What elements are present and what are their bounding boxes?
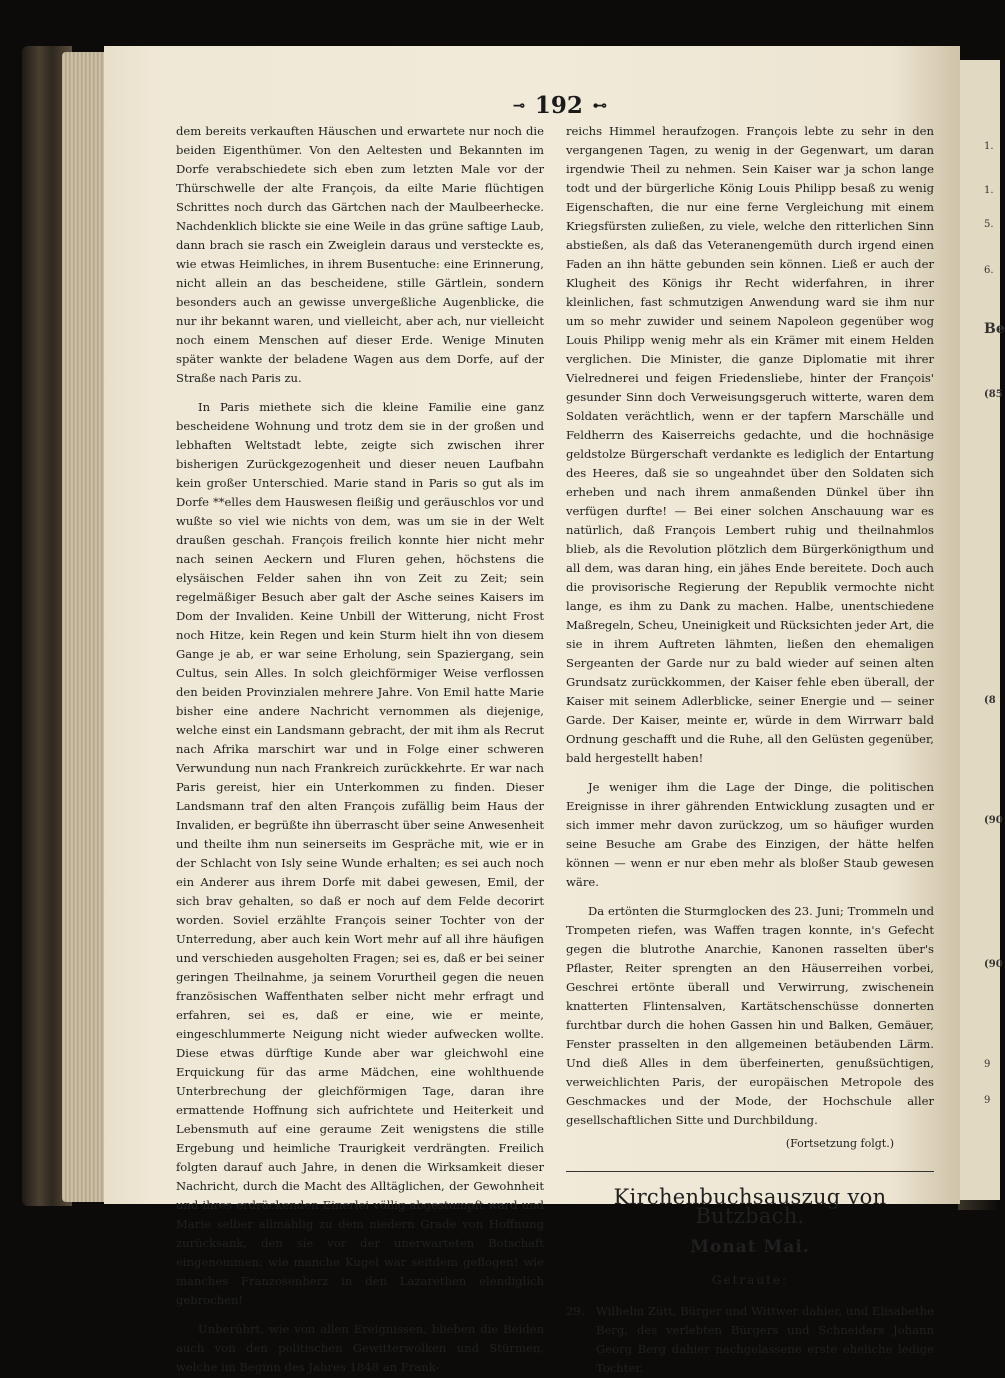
adjacent-fragment: (8 (984, 695, 996, 706)
adjacent-page-strip (960, 60, 1005, 1200)
adjacent-fragment: 6. (984, 265, 994, 276)
page-number: 192 (534, 92, 583, 119)
entry-text: Wilhelm Zütt, Bürger und Wittwer dahier, und Elisabethe Berg, des verlebten Bürgers und Schneiders Johann Georg Berg dahier nachgelassene erste eheliche ledige Tochter. (596, 1304, 934, 1375)
register-month: Monat Mai. (690, 1237, 810, 1257)
adjacent-fragment: (85 (984, 389, 1003, 400)
page-edges (62, 52, 108, 1202)
adjacent-fragment: 1. (984, 185, 994, 196)
adjacent-fragment: Be (984, 321, 1005, 337)
register-title: Kirchenbuchsauszug von Butzbach. (613, 1185, 887, 1228)
adjacent-fragment: 9 (984, 1095, 991, 1106)
register-category: Getraute: (711, 1273, 789, 1287)
adjacent-fragment: (90 (984, 959, 1003, 970)
right-column (566, 122, 934, 1378)
paragraph: Unberührt, wie von allen Ereignissen, blieben die Beiden auch von den politischen Gewitterwolken und Stürmen, welche im Beginn des Jahres 1848 an Frank- (176, 1322, 544, 1374)
continuation-note: (Fortsetzung folgt.) (785, 1137, 894, 1150)
entry-number: 29. (566, 1304, 585, 1318)
section-divider (566, 1171, 934, 1172)
paragraph: dem bereits verkauften Häuschen und erwartete nur noch die beiden Eigenthümer. Von den Aeltesten und Bekannten im Dorfe verabschiedete sich eben zum letzten Male vor der Thürschwelle der alte François, da eilte Marie flüchtigen Schrittes noch durch das Gärtchen nach der Maulbeerhecke. Nachdenklich blickte sie eine Weile in das grüne saftige Laub, dann brach sie rasch ein Zweiglein daraus und versteckte es, wie etwas Heimliches, in ihrem Busentuche: eine Erinnerung, nicht allein an das bescheidene, stille Gärtlein, sondern besonders auch an gewisse unvergeßliche Augenblicke, die nur ihr bekannt waren, und vielleicht, aber ach, nur vielleicht noch einem Menschen auf dieser Erde. Wenige Minuten später wankte der beladene Wagen aus dem Dorfe, auf der Straße nach Paris zu. (176, 124, 544, 385)
ornament-right-icon: ⊷ (592, 98, 607, 114)
paragraph: reichs Himmel heraufzogen. François lebte zu sehr in den vergangenen Tagen, zu wenig in der Gegenwart, um daran irgendwie Theil zu nehmen. Sein Kaiser war ja schon lange todt und der bürgerliche König Louis Philipp besaß zu wenig Eigenschaften, die nur eine ferne Vergleichung mit einem Kriegsfürsten zuließen, zu viele, welche den ritterlichen Sinn abstießen, als daß das Veteranengemüth durch irgend einen Faden an ihn hätte gebunden sein können. Ließ er auch der Klugheit des Königs ihr Recht widerfahren, in ihrer kleinlichen, fast schmutzigen Anwendung ward sie ihm nur um so mehr zuwider und seinem Napoleon gegenüber wog Louis Philipp wenig mehr als ein Krämer mit einem Helden verglichen. Die Minister, die ganze Diplomatie mit ihrer Vielrednerei und feigen Friedensliebe, hinter der François' gesunder Sinn doch Verweisungsgeruch witterte, waren dem Soldaten verächtlich, wenn er der tapfern Marschälle und Feldherrn des Kaiserreichs gedachte, und die hochnäsige geldstolze Bürgerschaft verdankte es lediglich der Entartung des Heeres, daß sie so ungeahndet über den Soldaten sich erheben und nach ihrem anmaßenden Dünkel über ihn verfügen durfte! — Bei einer solchen Anschauung war es natürlich, daß François Lembert ruhig und theilnahmlos blieb, als die Revolution plötzlich dem Bürgerkönigthum und all dem, was daran hing, ein jähes Ende bereitete. Doch auch die provisorische Regierung der Republik vermochte nicht lange, es ihm zu Dank zu machen. Halbe, unentschiedene Maßregeln, Scheu, Uneinigkeit und Rücksichten jeder Art, die sie in ihrem Auftreten lähmten, ließen den ehemaligen Sergeanten der Garde nur zu bald wieder auf seinen alten Grundsatz zurückkommen, der Kaiser fehle eben überall, der Kaiser mit seinem Adlerblicke, seiner Energie und — seiner Garde. Der Kaiser, meinte er, würde in dem Wirrwarr bald Ordnung geschafft und die Ruhe, all den Gelüsten gegenüber, bald hergestellt haben! (566, 124, 934, 765)
register-entry (566, 1302, 934, 1378)
ornament-left-icon: ⊸ (513, 98, 525, 114)
paragraph: Da ertönten die Sturmglocken des 23. Juni; Trommeln und Trompeten riefen, was Waffen tragen konnte, in's Gefecht gegen die blutrothe Anarchie, Kanonen rasselten über's Pflaster, Reiter sprengten an den Häuserreihen vorbei, Geschrei ertönte überall und Verwirrung, zwischenein knatterten Flintensalven, Kartätschenschüsse donnerten furchtbar durch die hohen Gassen hin und Balken, Gemäuer, Fenster prasselten in den allgemeinen betäubenden Lärm. Und dieß Alles in dem überfeinerten, genußsüchtigen, verweichlichten Paris, der europäischen Metropole des Geschmackes und der Mode, der Hochschule aller gesellschaftlichen Sitte und Durchbildung. (566, 904, 934, 1127)
adjacent-fragment: 9 (984, 1059, 991, 1070)
paragraph: In Paris miethete sich die kleine Familie eine ganz bescheidene Wohnung und trotz dem sie in der großen und lebhaften Weltstadt lebte, zeigte sich zwischen ihrer bisherigen Zurückgezogenheit und dieser neuen Laufbahn kein großer Unterschied. Marie stand in Paris so gut als im Dorfe **elles dem Hauswesen fleißig und geräuschlos vor und wußte so viel wie nichts von dem, was um sie in der Welt draußen geschah. François freilich konnte hier nicht mehr nach seinen Aeckern und Fluren gehen, höchstens die elysäischen Felder sahen ihn von Zeit zu Zeit; sein regelmäßiger Besuch aber galt der Asche seines Kaisers im Dom der Invaliden. Keine Unbill der Witterung, nicht Frost noch Hitze, kein Regen und kein Sturm hielt ihn von diesem Gange je ab, er war seine Erholung, sein Spaziergang, sein Cultus, sein Alles. In solch gleichförmiger Weise verflossen den beiden Provinzialen mehrere Jahre. Von Emil hatte Marie bisher eine andere Nachricht vernommen als diejenige, welche einst ein Landsmann gebracht, der mit ihm als Recrut nach Afrika marschirt war und in Folge einer schweren Verwundung nun nach Frankreich zurückkehrte. Er war nach Paris gereist, hier ein Unterkommen zu finden. Dieser Landsmann traf den alten François zufällig beim Haus der Invaliden, er begrüßte ihn überrascht über seine Anwesenheit und theilte ihm nun seinerseits im Gespräche mit, wie er in der Schlacht von Isly seine Wunde erhalten; es sei auch noch ein Anderer aus ihrem Dorfe mit dabei gewesen, Emil, der sich brav gehalten, so daß er noch auf dem Felde decorirt worden. Soviel erzählte François seiner Tochter von der Unterredung, aber auch kein Wort mehr auf all ihre häufigen und verschieden ausgeholten Fragen; sei es, daß er bei seiner geringen Theilnahme, ja seinem Vorurtheil gegen die neuen französischen Waffenthaten selber nicht mehr erfragt und erfahren, sei es, daß er eine, wie er meinte, eingeschlummerte Neigung nicht wieder aufwecken wollte. Diese etwas dürftige Kunde aber war gleichwohl eine Erquickung für das arme Mädchen, eine wohlthuende Unterbrechung der gleichförmigen Tage, daran ihre ermattende Hoffnung sich aufrichtete und Heiterkeit und Lebensmuth auf eine geraume Zeit wenigstens die stille Ergebung und heimliche Traurigkeit verdrängten. Freilich folgten darauf auch Jahre, in denen die Wirksamkeit dieser Nachricht, durch die Macht des Alltäglichen, der Gewohnheit und ihres erdrückenden Einerlei völlig abgestumpft ward und Marie selber allmählig zu dem niedern Grade von Hoffnung zurücksank, den sie vor der unerwarteten Botschaft eingenommen: wie manche Kugel war seitdem geflogen! wie manches Franzosenherz in den Lazarethen elendiglich gebrochen! (176, 400, 544, 1307)
paragraph: Je weniger ihm die Lage der Dinge, die politischen Ereignisse in ihrer gährenden Entwicklung zusagten und er sich immer mehr davon zurückzog, um so häufiger wurden seine Besuche am Grabe des Einzigen, der hätte helfen können — wenn er nur eben mehr als bloßer Staub gewesen wäre. (566, 780, 934, 889)
adjacent-fragment: 5. (984, 219, 994, 230)
page-header (470, 92, 650, 119)
left-column (176, 122, 544, 1377)
adjacent-fragment: 1. (984, 141, 994, 152)
adjacent-fragment: (90 (984, 815, 1003, 826)
